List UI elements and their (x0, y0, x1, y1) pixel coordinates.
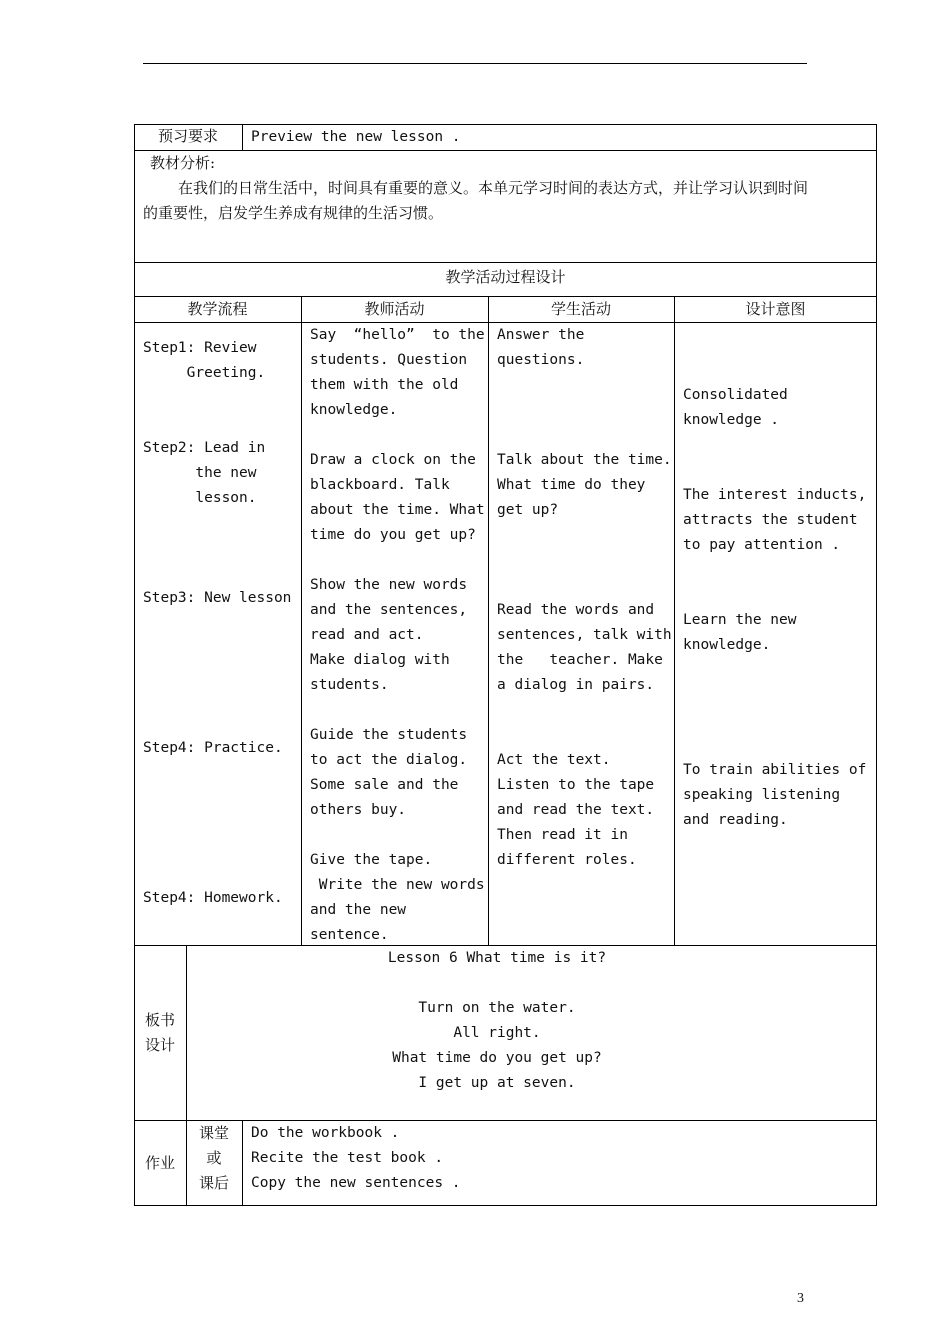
step-line: Step1: Review (143, 340, 257, 356)
step-line: the teacher. Make (497, 652, 663, 668)
step-line (683, 708, 866, 733)
step-line (143, 686, 291, 711)
step-line: and read the text. (497, 802, 655, 818)
homework-item: Do the workbook . (251, 1125, 400, 1141)
step-line: others buy. (310, 802, 407, 818)
board-line: All right. (453, 1025, 541, 1041)
steps-intent-column (683, 383, 866, 833)
step-line (497, 698, 672, 723)
process-title: 教学活动过程设计 (445, 268, 566, 286)
step-line (143, 536, 291, 561)
step-line: Some sale and the (310, 777, 459, 793)
step-line (143, 411, 291, 436)
step-line: and the sentences, (310, 602, 468, 618)
step-line (683, 733, 866, 758)
analysis-text-line-1: 在我们的日常生活中，时间具有重要的意义。本单元学习时间的表达方式，并让学习认识到时间 (178, 179, 809, 197)
step-line (497, 373, 672, 398)
step-line: Guide the students (310, 727, 468, 743)
step-line (143, 786, 291, 811)
step-line: Consolidated (683, 387, 788, 403)
step-line (143, 636, 291, 661)
step-line: Give the tape. (310, 852, 433, 868)
step-line: the new (143, 465, 257, 481)
step-line (497, 523, 672, 548)
analysis-text-line-2: 的重要性，启发学生养成有规律的生活习惯。 (143, 204, 444, 222)
step-line (497, 398, 672, 423)
step-line (683, 683, 866, 708)
step-line (143, 861, 291, 886)
preview-value: Preview the new lesson . (251, 129, 461, 145)
step-line: blackboard. Talk (310, 477, 450, 493)
step-line: sentences, talk with (497, 627, 672, 643)
step-line: Step2: Lead in (143, 440, 266, 456)
step-line: and the new (310, 902, 407, 918)
step-line: about the time. What (310, 502, 485, 518)
board-line: Turn on the water. (418, 1000, 576, 1016)
homework-item: Copy the new sentences . (251, 1175, 461, 1191)
step-line (143, 386, 291, 411)
step-line (143, 561, 291, 586)
step-line: sentence. (310, 927, 389, 943)
col-divider (488, 296, 489, 945)
step-line (497, 573, 672, 598)
step-line (310, 548, 485, 573)
step-line: them with the old (310, 377, 459, 393)
header-rule (143, 63, 807, 64)
step-line (683, 433, 866, 458)
preview-label: 预习要求 (157, 127, 218, 145)
step-line: Read the words and (497, 602, 655, 618)
steps-teacher-column (310, 323, 485, 948)
step-line (310, 823, 485, 848)
step-line (683, 658, 866, 683)
steps-student-column (497, 323, 672, 873)
row-divider (134, 150, 877, 151)
board-label-line-1: 板书 (145, 1011, 176, 1029)
step-line (310, 423, 485, 448)
step-line (497, 723, 672, 748)
step-line: a dialog in pairs. (497, 677, 655, 693)
row-divider (134, 262, 877, 263)
homework-item: Recite the test book . (251, 1150, 444, 1166)
homework-sub-label: 或 (206, 1149, 222, 1167)
step-line (143, 761, 291, 786)
step-line (143, 811, 291, 836)
step-line: Then read it in (497, 827, 628, 843)
step-line: Act the text. (497, 752, 611, 768)
homework-sub-label: 课后 (198, 1174, 229, 1192)
step-line: Show the new words (310, 577, 468, 593)
step-line: lesson. (143, 490, 257, 506)
step-line: Make dialog with (310, 652, 450, 668)
step-line (143, 661, 291, 686)
page-number: 3 (797, 1291, 804, 1306)
step-line: Talk about the time. (497, 452, 672, 468)
step-line: questions. (497, 352, 585, 368)
step-line: What time do they (497, 477, 646, 493)
step-line: Greeting. (143, 365, 266, 381)
step-line (683, 583, 866, 608)
step-line: knowledge . (683, 412, 780, 428)
board-label-line-2: 设计 (145, 1036, 176, 1054)
col-divider (242, 1120, 243, 1206)
steps-flow-column (143, 336, 291, 911)
step-line: Step4: Practice. (143, 740, 283, 756)
step-line (143, 836, 291, 861)
header-intent: 设计意图 (745, 300, 806, 318)
step-line: Step3: New lesson (143, 590, 292, 606)
board-line: I get up at seven. (418, 1075, 576, 1091)
step-line: Draw a clock on the (310, 452, 476, 468)
step-line: to act the dialog. (310, 752, 468, 768)
step-line: Answer the (497, 327, 585, 343)
step-line: different roles. (497, 852, 637, 868)
step-line (143, 511, 291, 536)
step-line: Learn the new (683, 612, 797, 628)
homework-label: 作业 (145, 1154, 176, 1172)
step-line (497, 548, 672, 573)
step-line (497, 423, 672, 448)
step-line: Write the new words (310, 877, 485, 893)
step-line: time do you get up? (310, 527, 476, 543)
homework-sub-label: 课堂 (198, 1124, 229, 1142)
step-line: students. (310, 677, 389, 693)
step-line: speaking listening (683, 787, 841, 803)
step-line: knowledge. (683, 637, 771, 653)
step-line: Listen to the tape (497, 777, 655, 793)
board-title: Lesson 6 What time is it? (387, 950, 607, 966)
step-line (143, 711, 291, 736)
step-line: attracts the student (683, 512, 858, 528)
step-line (683, 558, 866, 583)
step-line: The interest inducts, (683, 487, 867, 503)
col-divider (301, 296, 302, 945)
step-line: students. Question (310, 352, 468, 368)
step-line (310, 698, 485, 723)
step-line: knowledge. (310, 402, 398, 418)
step-line: To train abilities of (683, 762, 867, 778)
header-teacher: 教师活动 (364, 300, 425, 318)
step-line: get up? (497, 502, 559, 518)
header-flow: 教学流程 (187, 300, 248, 318)
analysis-label: 教材分析: (150, 154, 216, 172)
col-divider (242, 124, 243, 150)
step-line (683, 458, 866, 483)
step-line: and reading. (683, 812, 788, 828)
board-line: What time do you get up? (392, 1050, 602, 1066)
row-divider (134, 1120, 877, 1121)
step-line: Say “hello” to the (310, 327, 485, 343)
header-student: 学生活动 (550, 300, 611, 318)
step-line: Step4: Homework. (143, 890, 283, 906)
step-line: read and act. (310, 627, 424, 643)
step-line: to pay attention . (683, 537, 841, 553)
col-divider (674, 296, 675, 945)
step-line (143, 611, 291, 636)
